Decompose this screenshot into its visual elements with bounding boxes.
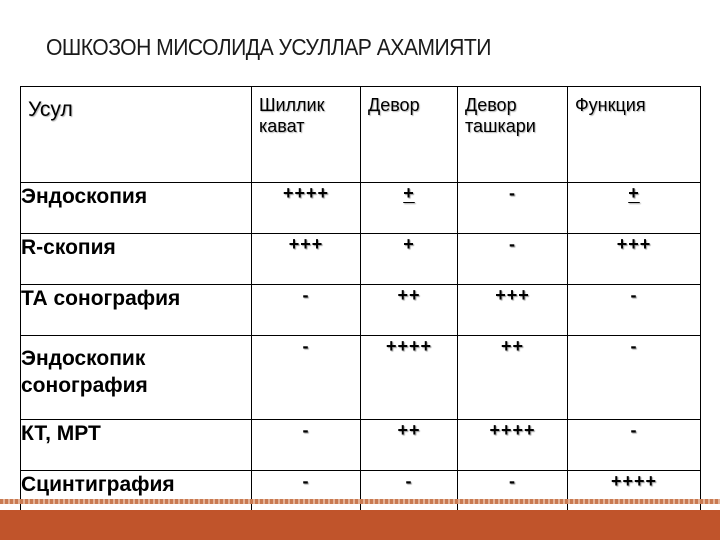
score-cell: ++++ (252, 183, 361, 234)
method-name: Сцинтиграфия (21, 471, 252, 522)
score-cell: - (458, 471, 568, 522)
score-cell: + (361, 234, 458, 285)
score-cell: ++++ (361, 336, 458, 420)
footer-bar (0, 510, 720, 540)
score-cell: +++ (252, 234, 361, 285)
slide-title: ОШКОЗОН МИСОЛИДА УСУЛЛАР АХАМИЯТИ (46, 34, 491, 60)
header-function: Функция (568, 87, 701, 183)
footer-stripe (0, 499, 720, 504)
table-row (21, 336, 701, 420)
score-cell: ++ (458, 336, 568, 420)
method-name: ТА сонография (21, 285, 252, 336)
score-cell: - (458, 234, 568, 285)
header-method: Усул (21, 87, 252, 183)
score-cell: ++++ (458, 420, 568, 471)
method-name: Эндоскопик сонография (21, 336, 252, 420)
score-cell: - (568, 336, 701, 420)
score-cell: ++ (361, 420, 458, 471)
score-cell: + (361, 183, 458, 234)
score-cell: - (458, 183, 568, 234)
score-cell: - (568, 420, 701, 471)
table-row (21, 183, 701, 234)
score-cell: ++ (361, 285, 458, 336)
score-cell: +++ (568, 234, 701, 285)
method-name: Эндоскопия (21, 183, 252, 234)
score-cell: ++++ (568, 471, 701, 522)
score-cell: - (252, 336, 361, 420)
score-cell: - (252, 420, 361, 471)
score-cell: + (568, 183, 701, 234)
header-outside-wall: Девор ташкари (458, 87, 568, 183)
method-name: КТ, МРТ (21, 420, 252, 471)
score-cell: - (252, 471, 361, 522)
score-cell: - (252, 285, 361, 336)
score-cell: - (568, 285, 701, 336)
score-cell: - (361, 471, 458, 522)
header-wall: Девор (361, 87, 458, 183)
method-name: R-скопия (21, 234, 252, 285)
table-row (21, 234, 701, 285)
score-cell: +++ (458, 285, 568, 336)
header-mucosa: Шиллик кават (252, 87, 361, 183)
methods-table (20, 86, 701, 522)
table-row (21, 420, 701, 471)
table-row (21, 285, 701, 336)
table-header-row (21, 87, 701, 183)
